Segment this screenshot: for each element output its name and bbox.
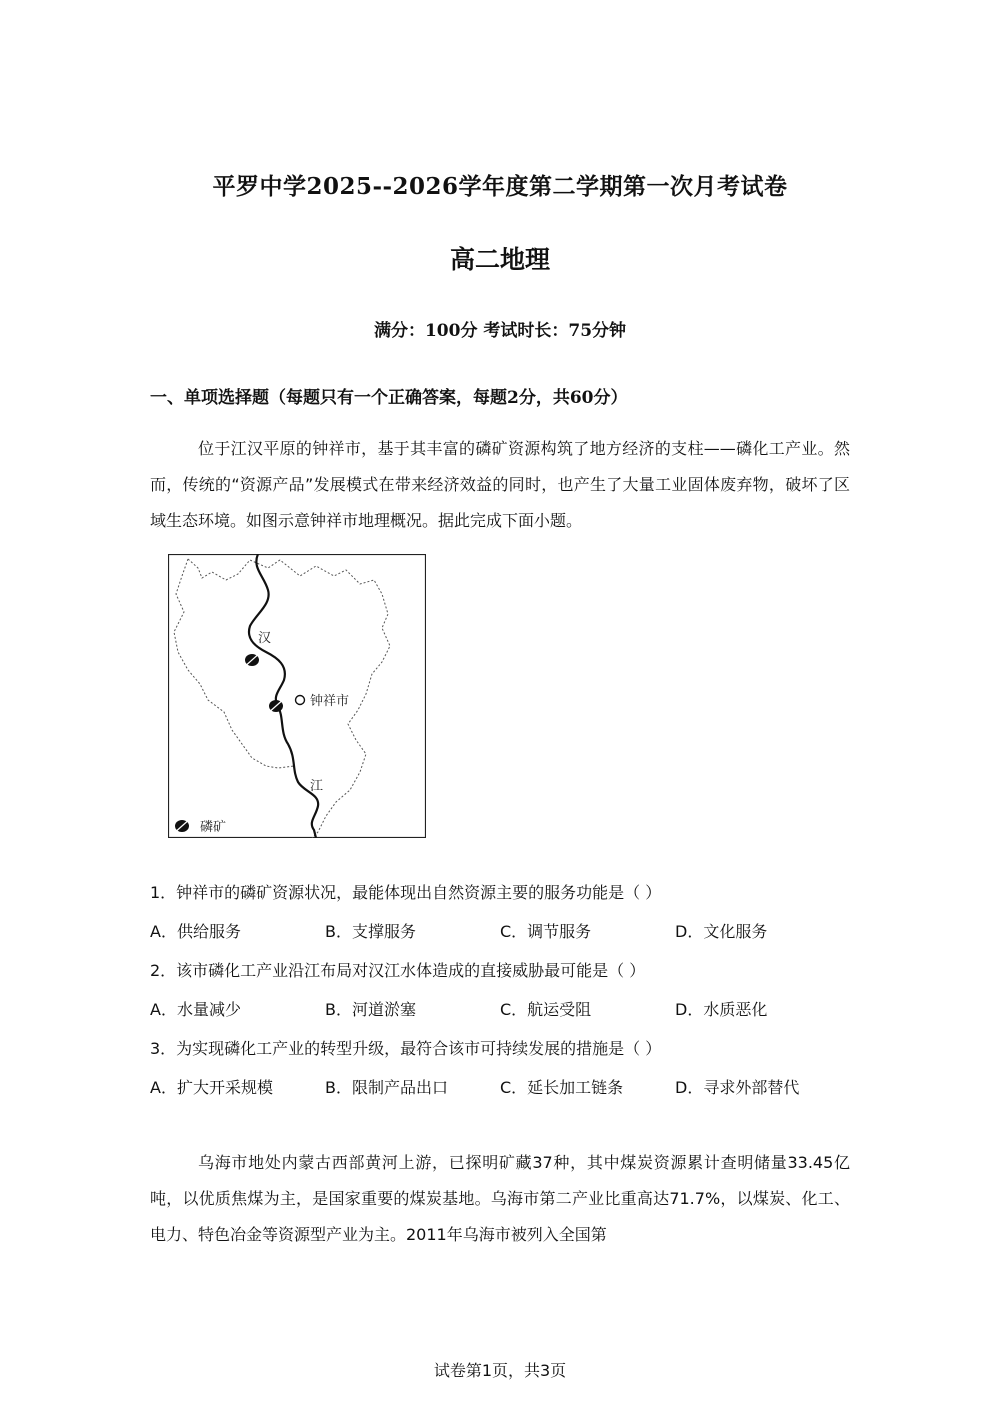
river-label-jiang: 江 xyxy=(310,779,324,794)
option-b[interactable]: B．河道淤塞 xyxy=(325,1000,416,1019)
option-a[interactable]: A．扩大开采规模 xyxy=(150,1078,273,1097)
question-1-options xyxy=(150,919,850,942)
city-circle-icon xyxy=(296,696,305,705)
question-3-stem: 3．为实现磷化工产业的转型升级，最符合该市可持续发展的措施是（ ） xyxy=(150,1039,662,1058)
option-d[interactable]: D．寻求外部替代 xyxy=(675,1078,800,1097)
passage-zhongxiang: 位于江汉平原的钟祥市，基于其丰富的磷矿资源构筑了地方经济的支柱——磷化工产业。然而，传统的“资源产品”发展模式在带来经济效益的同时，也产生了大量工业固体废弃物，破坏了区域生态环境。如图示意钟祥市地理概况。据此完成下面小题。 xyxy=(150,439,850,530)
option-b[interactable]: B．限制产品出口 xyxy=(325,1078,448,1097)
option-c[interactable]: C．航运受阻 xyxy=(500,1000,592,1019)
legend-label-mine: 磷矿 xyxy=(200,820,227,835)
passage-wuhai: 乌海市地处内蒙古西部黄河上游，已探明矿藏37种，其中煤炭资源累计查明储量33.45亿吨，以优质焦煤为主，是国家重要的煤炭基地。乌海市第二产业比重高达71.7%，以煤炭、化工、电力、特色冶金等资源型产业为主。2011年乌海市被列入全国第 xyxy=(150,1153,850,1244)
question-3-options xyxy=(150,1075,850,1098)
score-line: 满分：100分 考试时长：75分钟 xyxy=(373,321,627,341)
exam-title: 平罗中学2025--2026学年度第二学期第一次月考试卷 xyxy=(212,173,788,200)
question-2-stem: 2．该市磷化工产业沿江布局对汉江水体造成的直接威胁最可能是（ ） xyxy=(150,961,646,980)
option-a[interactable]: A．水量减少 xyxy=(150,1000,241,1019)
city-label-zhongxiang: 钟祥市 xyxy=(310,694,350,709)
option-b[interactable]: B．支撑服务 xyxy=(325,922,416,941)
option-d[interactable]: D．文化服务 xyxy=(675,922,768,941)
option-a[interactable]: A．供给服务 xyxy=(150,922,241,941)
question-1-stem: 1．钟祥市的磷矿资源状况，最能体现出自然资源主要的服务功能是（ ） xyxy=(150,883,662,902)
question-2-options xyxy=(150,997,850,1020)
option-c[interactable]: C．调节服务 xyxy=(500,922,592,941)
zhongxiang-map xyxy=(168,554,426,838)
subject-title: 高二地理 xyxy=(449,245,550,274)
option-c[interactable]: C．延长加工链条 xyxy=(500,1078,624,1097)
page-footer: 试卷第1页，共3页 xyxy=(433,1361,567,1380)
section-heading: 一、单项选择题（每题只有一个正确答案，每题2分，共60分） xyxy=(150,388,628,408)
river-label-han: 汉 xyxy=(258,631,272,646)
option-d[interactable]: D．水质恶化 xyxy=(675,1000,768,1019)
